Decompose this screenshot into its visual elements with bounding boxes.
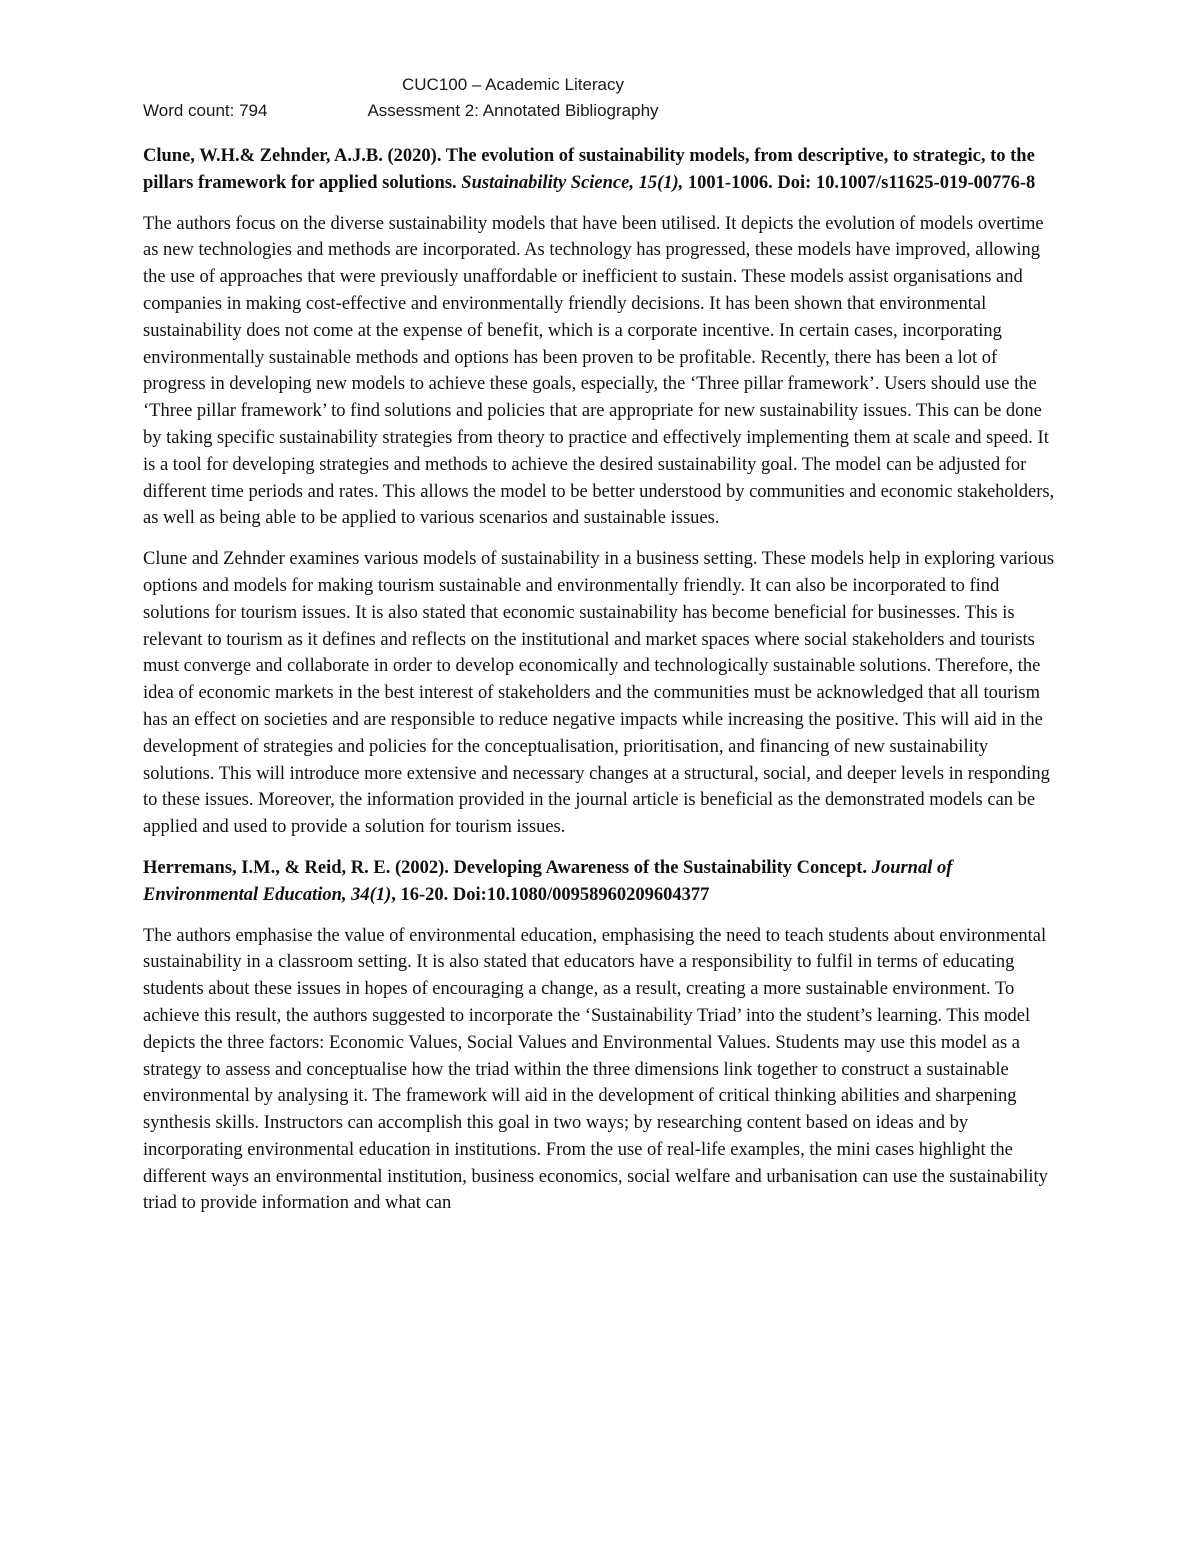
annotation-paragraph: The authors emphasise the value of environmental education, emphasising the need to teach students about environmental sustainability in a classroom setting. It is also stated that educators have a responsibility to fulfil in terms of educating students about these issues in hopes of encouraging a change, as a result, creating a more sustainable environment. To achieve this result, the authors suggested to incorporate the ‘Sustainability Triad’ into the student’s learning. This model depicts the three factors: Economic Values, Social Values and Environmental Values. Students may use this model as a strategy to assess and conceptualise how the triad within the three dimensions link together to construct a sustainable environmental by analysing it. The framework will aid in the development of critical thinking abilities and sharpening synthesis skills. Instructors can accomplish this goal in two ways; by researching content based on ideas and by incorporating environmental education in institutions. From the use of real-life examples, the mini cases highlight the different ways an environmental institution, business economics, social welfare and urbanisation can use the sustainability triad to provide information and what can [143,925,1048,1214]
citation [143,143,1061,197]
citation-journal: Sustainability Science, 15(1), [461,172,684,193]
annotation-paragraph: Clune and Zehnder examines various models of sustainability in a business setting. These models help in exploring various options and models for making tourism sustainable and environmentally friendly. It can also be incorporated to find solutions for tourism issues. It is also stated that economic sustainability has become beneficial for businesses. This is relevant to tourism as it defines and reflects on the institutional and market spaces where social stakeholders and tourists must converge and collaborate in order to develop economically and technologically sustainable solutions. Therefore, the idea of economic markets in the best interest of stakeholders and the communities must be acknowledged that all tourism has an effect on societies and are responsible to reduce negative impacts while increasing the positive. This will aid in the development of strategies and policies for the conceptualisation, prioritisation, and financing of new sustainability solutions. This will introduce more extensive and necessary changes at a structural, social, and deeper levels in responding to these issues. Moreover, the information provided in the journal article is beneficial as the demonstrated models can be applied and used to provide a solution for tourism issues. [143,549,1055,838]
word-count: Word count: 794 [143,101,268,120]
citation-pages-doi: , 16-20. Doi:10.1080/00958960209604377 [391,884,710,905]
annotation-paragraph: The authors focus on the diverse sustainability models that have been utilised. It depicts the evolution of models overtime as new technologies and methods are incorporated. As technology has progressed, these models have improved, allowing the use of approaches that were previously unaffordable or inefficient to sustain. These models assist organisations and companies in making cost-effective and environmentally friendly decisions. It has been shown that environmental sustainability does not come at the expense of benefit, which is a corporate incentive. In certain cases, incorporating environmentally sustainable methods and options has been proven to be profitable. Recently, there has been a lot of progress in developing new models to achieve these goals, especially, the ‘Three pillar framework’. Users should use the ‘Three pillar framework’ to find solutions and policies that are appropriate for new sustainability issues. This can be done by taking specific sustainability strategies from theory to practice and effectively implementing them at scale and speed. It is a tool for developing strategies and methods to achieve the desired sustainability goal. The model can be adjusted for different time periods and rates. This allows the model to be better understood by communities and economic stakeholders, as well as being able to be applied to various scenarios and sustainable issues. [143,213,1055,529]
citation-journal: Journal of Environmental Education, 34(1) [143,857,953,905]
citation [143,855,1061,909]
document-body [143,143,1061,1231]
bibliography-entry [143,855,1061,1217]
bibliography-entry [143,143,1061,841]
citation-authors-title: Herremans, I.M., & Reid, R. E. (2002). Developing Awareness of the Sustainability Concept. [143,857,872,878]
assessment-title: Assessment 2: Annotated Bibliography [367,101,659,120]
course-title: CUC100 – Academic Literacy [401,75,625,94]
citation-authors-title: Clune, W.H.& Zehnder, A.J.B. (2020). The evolution of sustainability models, from descriptive, to strategic, to the pillars framework for applied solutions. [143,146,1035,193]
citation-pages-doi: 1001-1006. Doi: 10.1007/s11625-019-00776-8 [683,172,1036,193]
